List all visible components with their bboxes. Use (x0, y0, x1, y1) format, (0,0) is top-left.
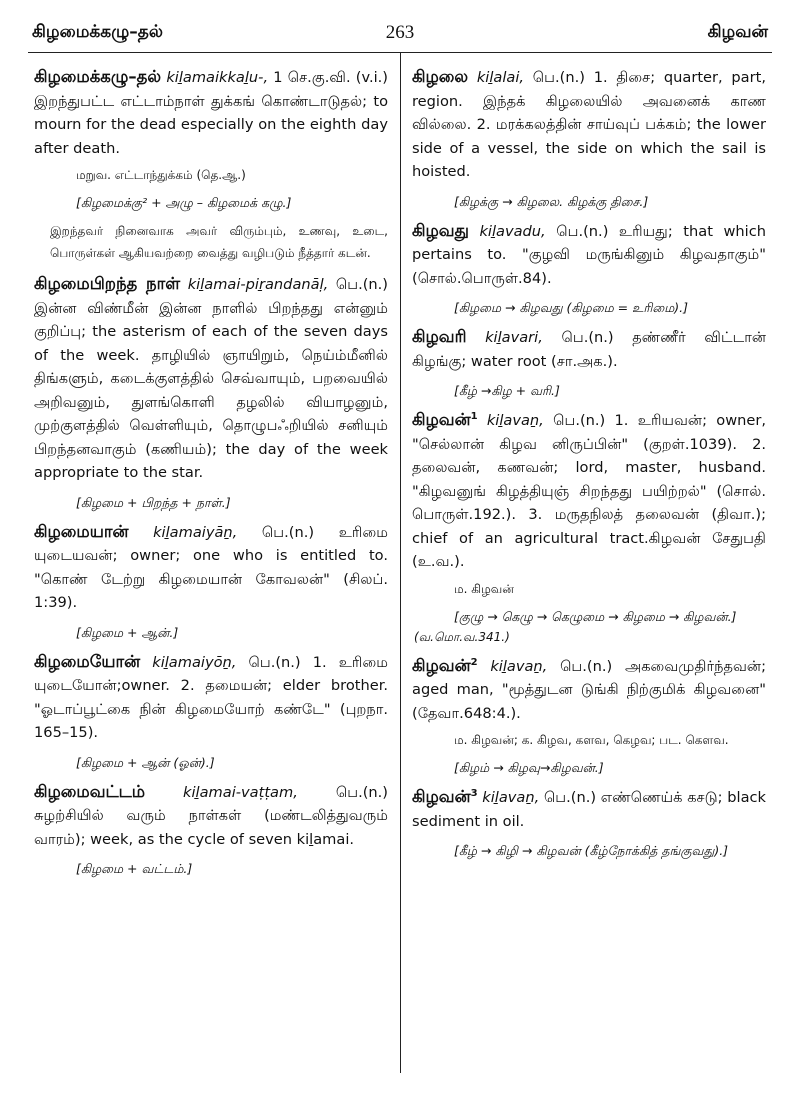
left-column (28, 53, 400, 1073)
entry-transliteration: kiḻavaṉ, (486, 412, 544, 429)
entry-etymology: [கிழமை + ஆன்.] (76, 624, 179, 640)
entry-explanation: இறந்தவர் நினைவாக அவர் விரும்பும், உணவு, உடை, பொருள்கள் ஆகியவற்றை வைத்து வழிபடும் நீத்தார் கடன். (50, 224, 388, 260)
dictionary-entry (34, 650, 388, 772)
entry-definition: பெ.(n.) உரிமை யுடையவன்; owner; one who is entitled to. "கொண் டேற்று கிழமையான் கோவலன்" (சிலப். 1:39). (34, 523, 388, 611)
entry-headword: கிழமையான் (34, 521, 129, 541)
entry-reference: (வ.மொ.வ.341.) (414, 629, 510, 644)
entry-definition: பெ.(n.) உரியது; that which pertains to. "குழவி மருங்கினும் கிழவதாகும்" (சொல்.பொருள்.84). (412, 222, 766, 287)
entry-definition-line (34, 520, 388, 615)
entry-headword: கிழமைக்கழு–தல் (34, 67, 162, 86)
dictionary-entry (412, 785, 766, 860)
entry-definition: பெ.(n.) எண்ணெய்க் கசடு; black sediment in oil. (412, 789, 766, 830)
entry-transliteration: kiḻamaiyāṉ, (153, 523, 238, 541)
dictionary-entry (412, 408, 766, 646)
column-divider (400, 53, 401, 1073)
entry-definition-line (412, 325, 766, 373)
entry-transliteration: kiḻamaiyōṉ, (152, 653, 237, 671)
entry-etymology: [கீழ் →கிழ + வரி.] (454, 383, 560, 398)
header-first-word: கிழமைக்கழு–தல் (32, 22, 163, 42)
entry-definition-line (34, 780, 388, 852)
dictionary-entry (412, 325, 766, 400)
entry-transliteration: kiḻamaikkaḻu-, (166, 69, 269, 86)
entry-headword: கிழலை (412, 67, 469, 86)
entry-definition-line (412, 65, 766, 184)
entry-transliteration: kiḻavaṉ, (482, 789, 540, 806)
entry-headword: கிழமைபிறந்த நாள் (34, 274, 181, 293)
entry-definition: பெ.(n.) தண்ணீர் விட்டான் கிழங்கு; water root (சா.அக.). (412, 329, 767, 370)
entry-headword: கிழவன் (412, 410, 471, 429)
homonym-number: 2 (470, 656, 478, 668)
entry-headword: கிழவன் (412, 655, 471, 675)
homonym-number: 3 (470, 788, 478, 800)
entry-headword: கிழமையோன் (34, 651, 141, 671)
entry-definition-line (34, 65, 388, 160)
entry-transliteration: kiḻavadu, (479, 222, 546, 240)
entry-definition-line (34, 272, 388, 485)
entry-transliteration: kiḻalai, (476, 69, 525, 86)
entry-definition: பெ.(n.) சுழற்சியில் வரும் நாள்கள் (மண்டலித்துவரும் வாரம்); week, as the cycle of seven kiḻamai. (34, 783, 388, 848)
dictionary-entry (34, 65, 388, 264)
entry-headword: கிழவது (412, 220, 469, 240)
entry-definition-line (412, 408, 766, 574)
entry-definition: பெ.(n.) 1. உரியவன்; owner, "செல்லான் கிழவ னிருப்பின்" (குறள்.1039). 2. தலைவன், கணவன்; lord, master, husband. "கிழவனுங் கிழத்தியுஞ் சிறந்தது பயிற்றல்" (சொல். பொருள்.192.). 3. மருதநிலத் தலைவன் (திவா.); chief of an agricultural tract.கிழவன் சேதுபதி (உ.வ.). (412, 412, 767, 570)
page-header (28, 22, 772, 53)
dictionary-entry (412, 219, 766, 318)
entry-definition-line (412, 785, 766, 833)
entry-headword: கிழவரி (412, 327, 467, 346)
entry-definition-line (412, 219, 766, 291)
entry-etymology: [கிழம் → கிழவு→கிழவன்.] (454, 760, 604, 775)
dictionary-entry (412, 654, 766, 778)
entry-definition: பெ.(n.) 1. திசை; quarter, part, region. இந்தக் கிழலையில் அவனைக் காண வில்லை. 2. மரக்கலத்தின் சாய்வுப் பக்கம்; the lower side of a vessel, the side on which the sail is hoisted. (412, 69, 766, 180)
entry-headword: கிழமைவட்டம் (34, 781, 146, 801)
entry-etymology: [கிழக்கு → கிழலை. கிழக்கு திசை.] (454, 193, 649, 209)
entry-cognate-note: ம. கிழவன் (454, 581, 514, 596)
entry-cognate-note: மறுவ. எட்டாந்துக்கம் (தெ.ஆ.) (76, 168, 246, 182)
homonym-number: 1 (470, 411, 478, 423)
entry-cognate-note: ம. கிழவன்; க. கிழவ, களவ, கெழவ; பட. கெளவ. (454, 733, 729, 747)
dictionary-entry (34, 520, 388, 642)
entry-etymology: [கிழமைக்கு² + அழு – கிழமைக் கழு.] (76, 195, 292, 210)
entry-definition: பெ.(n.) இன்ன விண்மீன் இன்ன நாளில் பிறந்தது என்னும் குறிப்பு; the asterism of each of the seven days of the week. தாழியில் ஞாயிறும், நெய்ம்மீனில் திங்களும், கடைக்குளத்தில் செவ்வாயும், பறவையில் அறிவனும், துளங்கொளி தழலில் வியாழனும், முற்குளத்தில் வெள்ளியும், தொழுபஃறியில் சனியும் பிறந்தனவாகும் (கணியம்); the day of the week appropriate to the star. (34, 276, 388, 481)
entry-transliteration: kiḻamai-piṟandanāḷ, (187, 276, 329, 293)
entry-transliteration: kiḻavari, (485, 329, 543, 346)
entry-etymology: [கிழமை + வட்டம்.] (76, 861, 193, 876)
entry-headword: கிழவன் (412, 787, 471, 806)
dictionary-entry (412, 65, 766, 211)
entry-definition: 1 செ.கு.வி. (v.i.) இறந்துபட்ட எட்டாம்நாள் துக்கங் கொண்டாடுதல்; to mourn for the dead especially on the eighth day after death. (34, 69, 388, 157)
entry-definition: பெ.(n.) அகவைமுதிர்ந்தவன்; aged man, "மூத்துடன டுங்கி நிற்குமிக் கிழவனை" (தேவா.648:4.). (412, 657, 766, 722)
header-last-word: கிழவன் (707, 22, 768, 42)
entry-transliteration: kiḻavaṉ, (490, 657, 548, 675)
entry-etymology: [கிழமை + ஆன் (ஓன்).] (76, 754, 215, 770)
page-number: 263 (385, 22, 415, 43)
dictionary-entry (34, 780, 388, 879)
entry-definition-line (412, 654, 766, 726)
dictionary-entry (34, 272, 388, 512)
entry-definition-line (34, 650, 388, 745)
entry-etymology: [குழு → கெழு → கெழுமை → கிழமை → கிழவன்.] (454, 608, 737, 624)
two-column-body (28, 53, 772, 1073)
right-column (400, 53, 772, 1073)
entry-transliteration: kiḻamai-vaṭṭam, (183, 783, 298, 801)
entry-etymology: [கீழ் → கிழி → கிழவன் (கீழ்நோக்கித் தங்குவது).] (454, 843, 729, 858)
entry-etymology: [கிழமை + பிறந்த + நாள்.] (76, 494, 231, 510)
entry-etymology: [கிழமை → கிழவது (கிழமை = உரிமை).] (454, 300, 688, 315)
entry-definition: பெ.(n.) 1. உரிமை யுடையோன்;owner. 2. தமையன்; elder brother. "ஓடாப்பூட்கை நின் கிழமையோற் கண்டே" (புறநா. 165–15). (34, 653, 388, 741)
